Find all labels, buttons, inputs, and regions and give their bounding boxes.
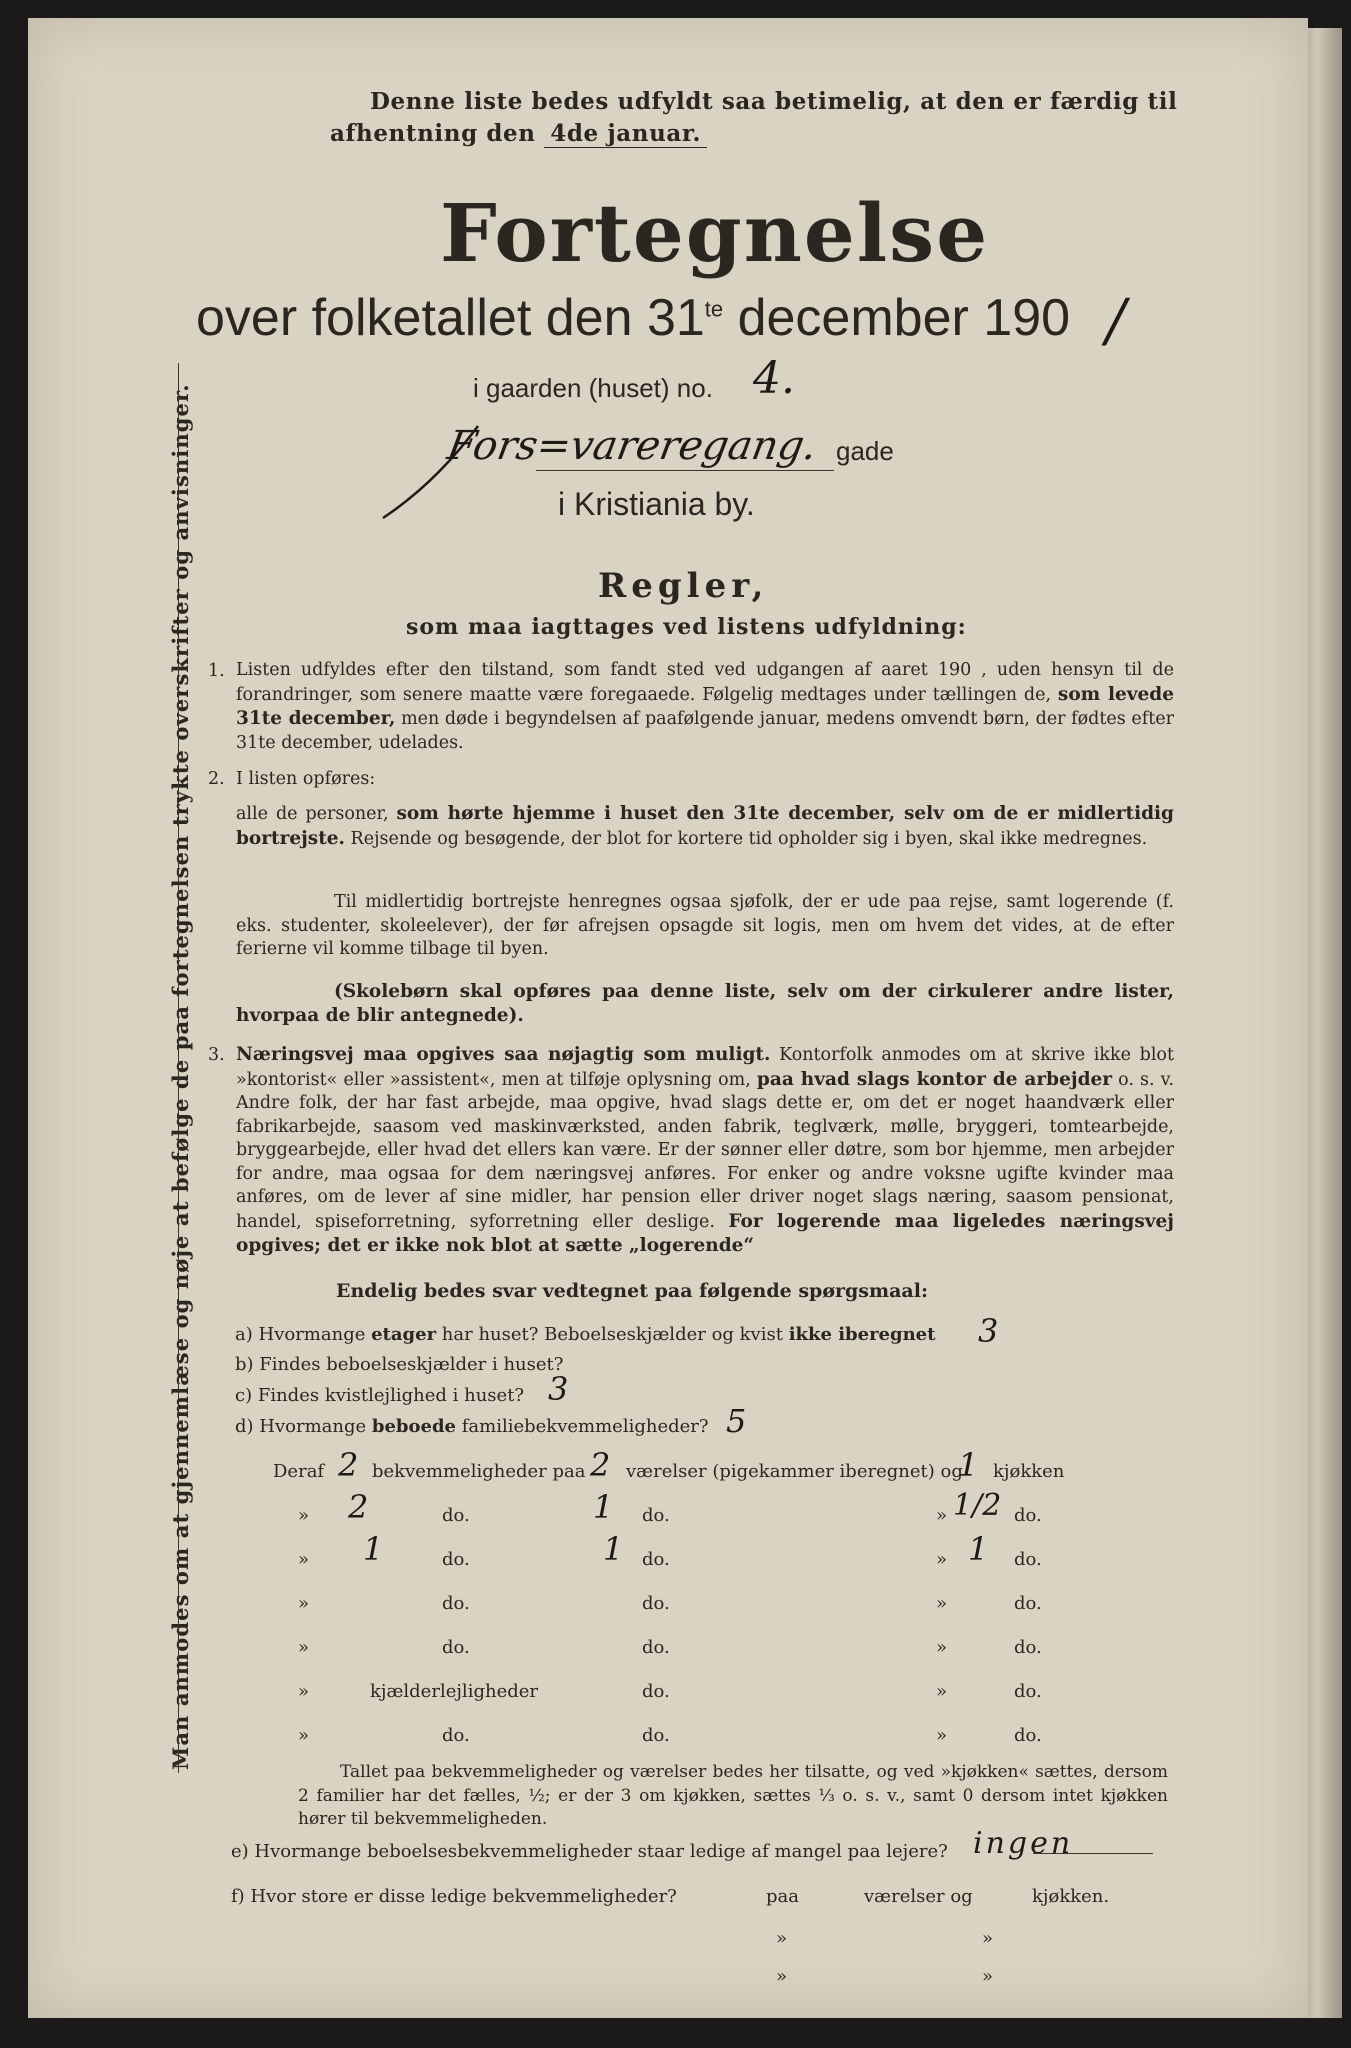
question-b xyxy=(235,1354,563,1375)
table-do: do. xyxy=(642,1593,670,1614)
ditto-mark: » xyxy=(776,1966,788,1987)
table-do: do. xyxy=(1014,1505,1042,1526)
ditto-mark: » xyxy=(776,1928,788,1949)
rule-3-a: Næringsvej maa opgives saa nøjagtig som muligt. xyxy=(236,1044,771,1065)
table-do: do. xyxy=(642,1549,670,1570)
table-deraf: Deraf xyxy=(273,1461,325,1482)
rule-2-paragraph-3: (Skolebørn skal opføres paa denne liste, selv om der cirkulerer andre lister, hvorpaa de blir antegnede). xyxy=(236,981,1174,1026)
question-b-label: b) xyxy=(235,1354,254,1375)
table-do: do. xyxy=(1014,1725,1042,1746)
notice-date: 4de januar. xyxy=(544,120,707,148)
notice-prefix: afhentning den xyxy=(330,120,536,147)
question-c xyxy=(235,1385,524,1406)
rule-2-number: 2. xyxy=(208,769,225,789)
question-d-bold: beboede xyxy=(371,1416,457,1437)
ditto-mark: » xyxy=(298,1549,310,1570)
question-a-text2: har huset? Beboelseskjælder og kvist xyxy=(441,1324,783,1345)
table-col-1: bekvemmeligheder paa xyxy=(372,1461,586,1482)
notice-line-1: Denne liste bedes udfyldt saa betimelig, at den er færdig til xyxy=(370,88,1178,115)
rule-2-head: I listen opføres: xyxy=(236,769,376,789)
table-do: do. xyxy=(642,1725,670,1746)
ditto-mark: » xyxy=(298,1505,310,1526)
question-e-label: e) xyxy=(231,1841,249,1862)
question-f-paa: paa xyxy=(766,1886,799,1907)
rule-2-paragraph-2: Til midlertidig bortrejste henregnes ogsaa sjøfolk, der er ude paa rejse, samt logerende (f. eks. studenter, skoleelever), der før afrejsen opsagde sit logis, men om hvem det vides, at de efter ferierne vil komme tilbage til byen. xyxy=(236,892,1174,959)
street-pen-stroke xyxy=(378,418,488,528)
ditto-mark: » xyxy=(982,1966,994,1987)
row-3-rooms: 1 xyxy=(603,1530,624,1568)
answer-e-stroke xyxy=(1033,1853,1153,1854)
row-2-units: 2 xyxy=(348,1488,369,1526)
rule-3-c: paa hvad slags kontor de arbejder xyxy=(756,1068,1113,1090)
question-d-text1: Hvormange xyxy=(259,1416,367,1437)
address-prefix: i gaarden (huset) no. xyxy=(473,373,713,403)
rule-1-a: Listen udfyldes efter den tilstand, som fandt sted ved udgangen af aaret 190 , uden hensyn til de forandringer, som senere maatte være foregaaede. Følgelig medtages under tællingen de, xyxy=(236,660,1174,705)
row-1-units: 2 xyxy=(338,1446,359,1484)
table-do: do. xyxy=(642,1637,670,1658)
ditto-mark: » xyxy=(298,1681,310,1702)
table-col-2: værelser (pigekammer iberegnet) og xyxy=(626,1461,963,1482)
page-title: Fortegnelse xyxy=(440,186,990,280)
answer-c: 3 xyxy=(548,1370,569,1408)
question-f-kjokken: kjøkken. xyxy=(1032,1886,1110,1907)
rule-1-c: men døde i begyndelsen af paafølgende januar, medens omvendt børn, der fødtes efter 31te december, udelades. xyxy=(236,709,1174,753)
census-form-page xyxy=(28,18,1308,2018)
question-a-bold2: ikke iberegnet xyxy=(788,1324,936,1345)
ditto-mark: » xyxy=(298,1637,310,1658)
answer-e: ingen xyxy=(973,1826,1074,1861)
question-d-text2: familiebekvemmeligheder? xyxy=(461,1416,709,1437)
subtitle-prefix: over folketallet den 31 xyxy=(196,289,705,347)
row-1-kitchen: 1 xyxy=(958,1446,979,1484)
table-do: do. xyxy=(1014,1681,1042,1702)
table-do: do. xyxy=(442,1593,470,1614)
rule-2-c: Rejsende og besøgende, der blot for kortere tid opholder sig i byen, skal ikke medregnes. xyxy=(350,828,1148,849)
question-a-text1: Hvormange xyxy=(258,1324,366,1345)
rules-heading: Regler, xyxy=(598,566,769,606)
table-do: do. xyxy=(1014,1549,1042,1570)
question-c-text: Findes kvistlejlighed i huset? xyxy=(257,1385,525,1406)
rule-3-number: 3. xyxy=(208,1045,225,1065)
rule-1 xyxy=(236,659,1174,755)
questions-intro: Endelig bedes svar vedtegnet paa følgende spørgsmaal: xyxy=(336,1280,928,1302)
answer-a: 3 xyxy=(978,1312,999,1350)
ditto-mark: » xyxy=(936,1637,948,1658)
ditto-mark: » xyxy=(298,1593,310,1614)
rule-3-b: Kontorfolk anmodes om at skrive ikke blot »kontorist« eller »assistent«, men at tilføje oplysning om, xyxy=(236,1045,1174,1090)
table-do: do. xyxy=(442,1725,470,1746)
answer-d: 5 xyxy=(726,1402,747,1440)
question-f-label: f) xyxy=(231,1886,245,1907)
table-do: do. xyxy=(442,1505,470,1526)
question-e xyxy=(231,1841,948,1862)
question-b-text: Findes beboelseskjælder i huset? xyxy=(259,1354,564,1375)
question-f-text: Hvor store er disse ledige bekvemmeligheder? xyxy=(250,1886,677,1907)
question-c-label: c) xyxy=(235,1385,253,1406)
rule-3-d: o. s. v. Andre folk, der har fast arbejde, maa opgive, hvad slags dette er, om det er noget haandværk eller fabrikarbejde, saasom ved maskinværksted, anden fabrik, teglværk, mølle, bryggeri, tomtearbejde, bryggearbejde, eller hvad det ellers kan være. Er der sønner eller døtre, som bor hjemme, men arbejder for andre, maa ogsaa for dem næringsvej anføres. For enker og andre voksne ugifte kvinder maa anføres, om de lever af sine midler, har pension eller driver noget slags næring, saasom pensionat, handel, spiseforretning, syforretning eller deslige. xyxy=(236,1069,1174,1232)
sidebar-rule xyxy=(178,363,179,1773)
question-a-label: a) xyxy=(235,1324,253,1345)
table-do: do. xyxy=(642,1681,670,1702)
question-f xyxy=(231,1886,677,1907)
ditto-mark: » xyxy=(936,1549,948,1570)
row-3-units: 1 xyxy=(363,1530,384,1568)
street-underline xyxy=(536,470,834,471)
table-do: do. xyxy=(1014,1637,1042,1658)
house-number-handwritten: 4. xyxy=(753,353,795,404)
street-handwritten: Fors=vareregang. xyxy=(443,423,821,469)
question-d-label: d) xyxy=(235,1416,254,1437)
row-2-kitchen: 1/2 xyxy=(953,1488,1002,1523)
table-footnote: Tallet paa bekvemmeligheder og værelser bedes her tilsatte, og ved »kjøkken« sættes, dersom 2 familier har det fælles, ½; er der 3 om kjøkken, sættes ⅓ o. s. v., samt 0 dersom intet kjøkken hører til bekvemmeligheden. xyxy=(298,1762,1168,1829)
row-1-rooms: 2 xyxy=(590,1446,611,1484)
city: i Kristiania by. xyxy=(558,486,755,522)
ditto-mark: » xyxy=(936,1725,948,1746)
question-a-bold1: etager xyxy=(371,1324,437,1345)
question-a xyxy=(235,1324,935,1345)
subtitle xyxy=(196,288,1070,348)
subtitle-sup: te xyxy=(704,296,724,322)
rule-1-number: 1. xyxy=(208,661,225,681)
ditto-mark: » xyxy=(936,1505,948,1526)
rule-3-e: For logerende maa ligeledes næringsvej opgives; det er ikke nok blot at sætte „logerende“ xyxy=(236,1210,1174,1256)
table-do: do. xyxy=(442,1549,470,1570)
table-kjaelder: kjælderlejligheder xyxy=(370,1681,538,1702)
rule-2-a: alle de personer, xyxy=(236,804,389,824)
table-do: do. xyxy=(642,1505,670,1526)
rule-3 xyxy=(236,1043,1174,1259)
row-3-kitchen: 1 xyxy=(968,1530,989,1568)
year-handwritten: / xyxy=(1106,286,1126,354)
rule-1-b: som levede 31te december, xyxy=(236,683,1174,729)
subtitle-suffix: december 190 xyxy=(737,289,1071,347)
rule-2 xyxy=(236,802,1174,851)
ditto-mark: » xyxy=(298,1725,310,1746)
row-2-rooms: 1 xyxy=(593,1488,614,1526)
ditto-mark: » xyxy=(936,1681,948,1702)
sidebar-instruction: Man anmodes om at gjennemlæse og nøje at befølge de paa fortegnelsen trykte overskrifter og anvisninger. xyxy=(168,383,193,1770)
rules-subheading: som maa iagttages ved listens udfyldning: xyxy=(406,614,967,640)
question-d xyxy=(235,1416,709,1437)
table-do: do. xyxy=(442,1637,470,1658)
table-do: do. xyxy=(1014,1593,1042,1614)
rule-2-b: som hørte hjemme i huset den 31te december, selv om de er midlertidig bortrejste. xyxy=(236,803,1174,849)
table-col-3: kjøkken xyxy=(993,1461,1065,1482)
question-e-text: Hvormange beboelsesbekvemmeligheder staar ledige af mangel paa lejere? xyxy=(254,1841,948,1862)
ditto-mark: » xyxy=(936,1593,948,1614)
notice-line-2 xyxy=(330,120,707,148)
street-suffix: gade xyxy=(836,436,894,466)
ditto-mark: » xyxy=(982,1928,994,1949)
question-f-vaerelser: værelser og xyxy=(864,1886,973,1907)
